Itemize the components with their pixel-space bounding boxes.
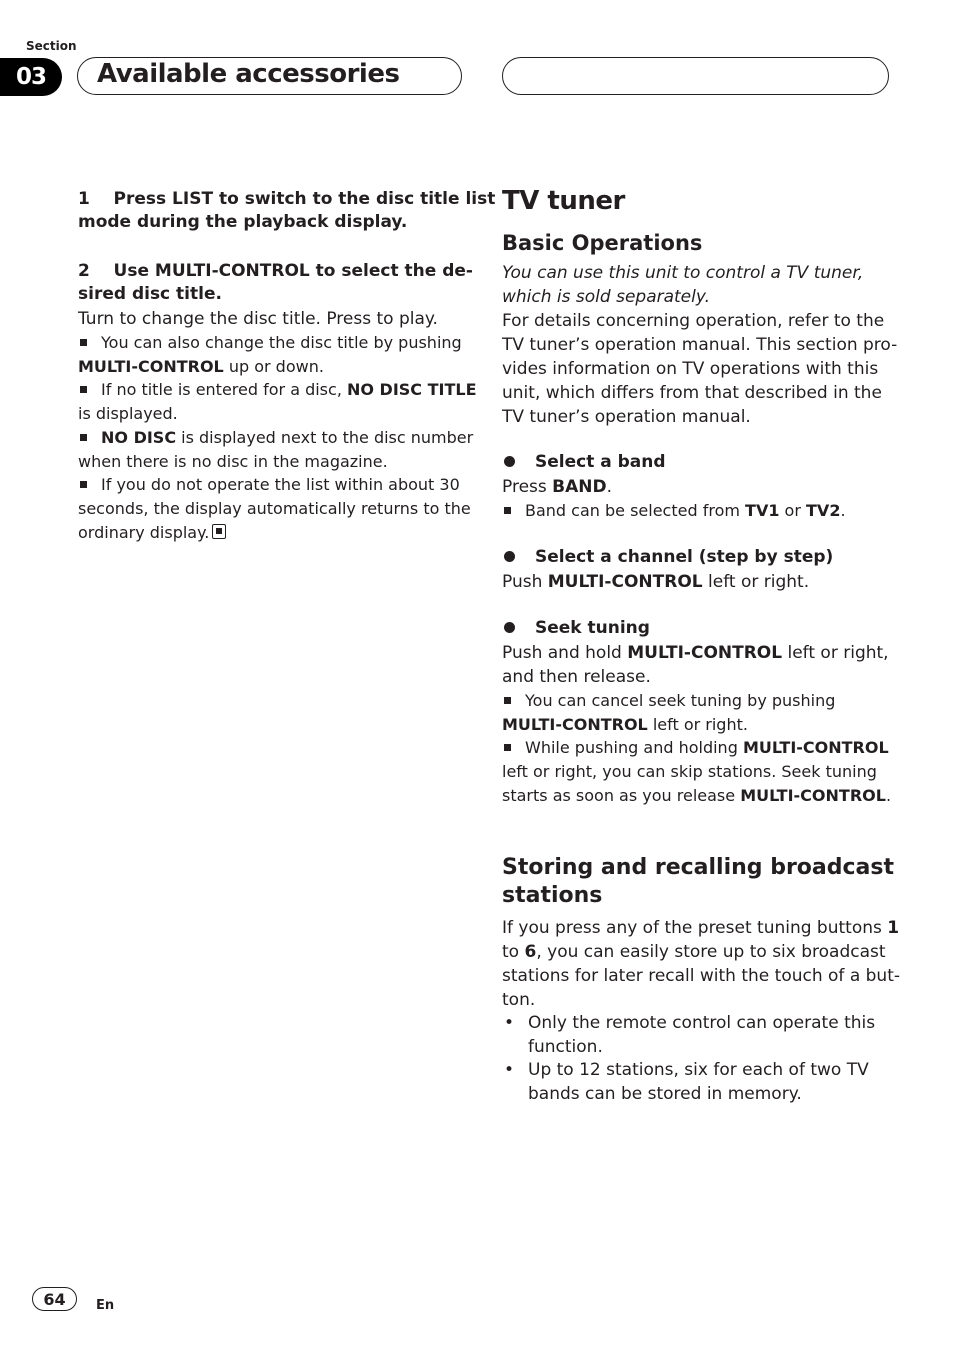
heading-seek-tuning: Seek tuning: [502, 618, 650, 638]
bullet-icon: •: [504, 1013, 515, 1033]
band-note: Band can be selected from TV1 or TV2.: [502, 499, 846, 523]
seek-body: Push and hold MULTI-CONTROL left or right, and then release.: [502, 643, 889, 687]
step-2-body: Turn to change the disc title. Press to play.: [78, 309, 438, 329]
page-number: 64: [32, 1287, 77, 1311]
bullet-dot-icon: [504, 551, 515, 562]
step-2: 2 Use MULTI-CONTROL to select the de- sired disc title.: [78, 261, 473, 304]
heading-select-band: Select a band: [502, 452, 666, 472]
note-square-icon: [504, 697, 511, 704]
note-square-icon: [80, 481, 87, 488]
heading-storing-recalling: Storing and recalling broadcast stations: [502, 855, 895, 908]
seek-note-2: While pushing and holding MULTI-CONTROL left or right, you can skip stations. Seek tuning starts as soon as you release MULTI-CONTROL.: [502, 738, 892, 805]
intro-italic: You can use this unit to control a TV tuner, which is sold separately.: [502, 263, 864, 307]
note-square-icon: [504, 507, 511, 514]
heading-select-channel: Select a channel (step by step): [502, 547, 833, 567]
note-square-icon: [80, 386, 87, 393]
bullet-item: • Up to 12 stations, six for each of two TV bands can be stored in memory.: [504, 1060, 869, 1104]
end-mark-icon: [212, 524, 226, 539]
note-square-icon: [80, 434, 87, 441]
note-square-icon: [80, 339, 87, 346]
page-title: Available accessories: [97, 59, 400, 89]
empty-header-frame: [502, 57, 889, 95]
section-label: Section: [26, 39, 77, 53]
bullet-dot-icon: [504, 622, 515, 633]
section-number-badge: 03: [0, 58, 62, 96]
step-1: 1 Press LIST to switch to the disc title list mode during the playback display.: [78, 189, 496, 232]
language-label: En: [96, 1298, 115, 1313]
note-2: If no title is entered for a disc, NO DISC TITLE is displayed.: [78, 380, 477, 423]
channel-body: Push MULTI-CONTROL left or right.: [502, 572, 810, 592]
bullet-item: • Only the remote control can operate this function.: [504, 1013, 876, 1057]
bullet-icon: •: [504, 1060, 515, 1080]
note-4: If you do not operate the list within about 30 seconds, the display automatically returns to the ordinary display.: [78, 475, 471, 542]
note-1: You can also change the disc title by pushing MULTI-CONTROL up or down.: [78, 333, 462, 376]
storing-body: If you press any of the preset tuning buttons 1 to 6, you can easily store up to six broadcast stations for later recall with the touch of a but- ton.: [502, 918, 901, 1010]
intro-body: For details concerning operation, refer to the TV tuner’s operation manual. This section pro- vides information on TV operations with this unit, which differs from that described in the TV tuner’s operation manual.: [502, 311, 898, 427]
note-square-icon: [504, 744, 511, 751]
heading-basic-operations: Basic Operations: [502, 231, 703, 255]
note-3: NO DISC is displayed next to the disc number when there is no disc in the magazine.: [78, 428, 474, 471]
bullet-dot-icon: [504, 456, 515, 467]
seek-note-1: You can cancel seek tuning by pushing MULTI-CONTROL left or right.: [502, 691, 836, 734]
heading-tv-tuner: TV tuner: [502, 186, 625, 216]
band-body: Press BAND.: [502, 477, 613, 497]
